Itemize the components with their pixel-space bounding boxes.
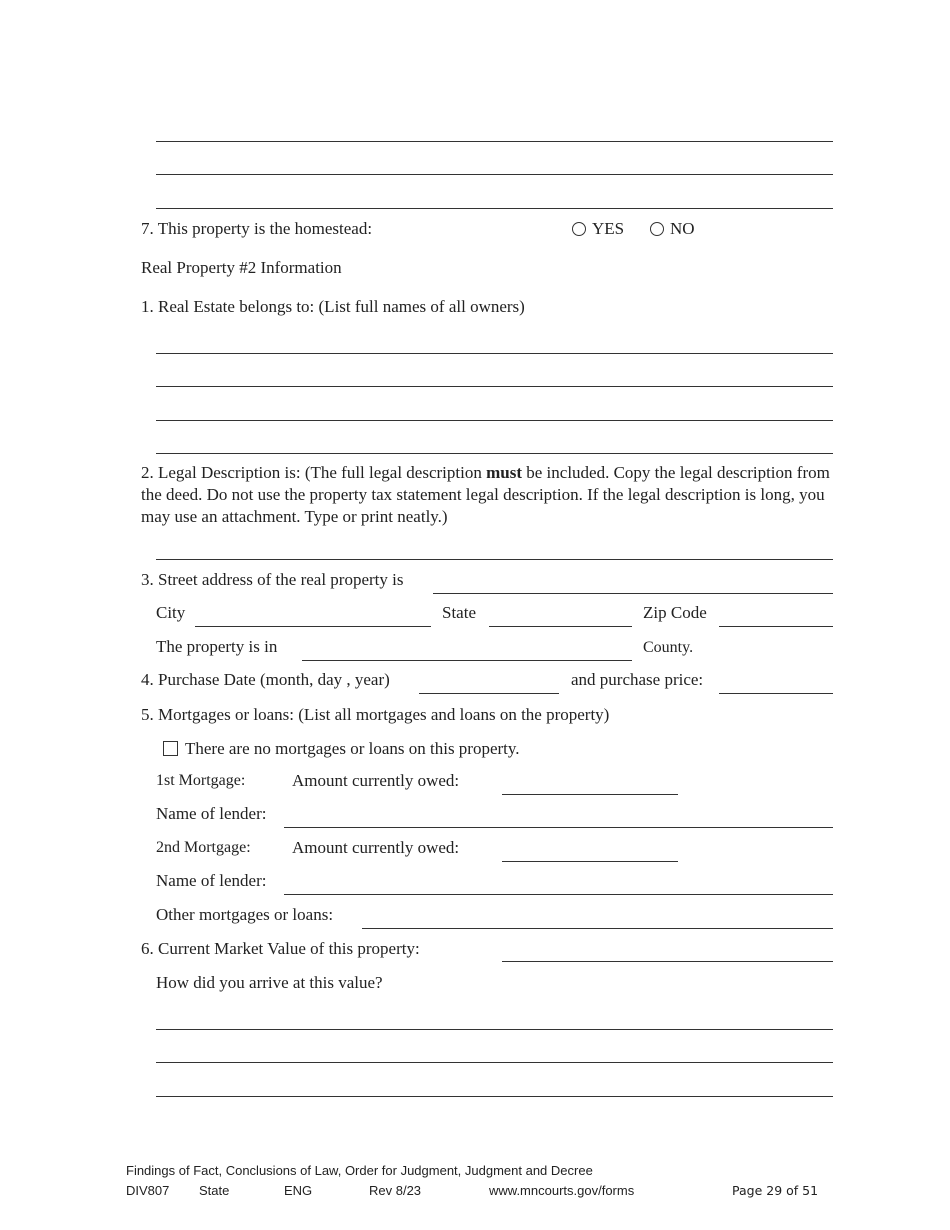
- footer-language: ENG: [284, 1183, 313, 1198]
- footer-revision: Rev 8/23: [369, 1183, 422, 1198]
- footer-form-number: DIV807: [126, 1183, 170, 1198]
- second-lender-field[interactable]: [284, 894, 833, 895]
- mortgages-label: 5. Mortgages or loans: (List all mortgages and loans on the property): [141, 705, 610, 724]
- property-in-label: The property is in: [156, 637, 278, 656]
- state-field[interactable]: [489, 626, 632, 627]
- value-method-line[interactable]: [156, 1062, 833, 1063]
- homestead-label: 7. This property is the homestead:: [141, 219, 373, 238]
- market-value-label: 6. Current Market Value of this property:: [141, 939, 420, 958]
- city-label: City: [156, 603, 186, 622]
- purchase-price-label: and purchase price:: [571, 670, 704, 689]
- other-mortgages-field[interactable]: [362, 928, 833, 929]
- zip-field[interactable]: [719, 626, 833, 627]
- purchase-date-field[interactable]: [419, 693, 559, 694]
- city-field[interactable]: [195, 626, 431, 627]
- second-mortgage-label: 2nd Mortgage:: [156, 839, 251, 856]
- homestead-yes-radio[interactable]: [572, 222, 586, 236]
- blank-line[interactable]: [156, 174, 833, 175]
- homestead-no-radio[interactable]: [650, 222, 664, 236]
- county-label: County.: [643, 639, 694, 656]
- value-method-line[interactable]: [156, 1029, 833, 1030]
- purchase-price-field[interactable]: [719, 693, 833, 694]
- owners-line[interactable]: [156, 420, 833, 421]
- market-value-field[interactable]: [502, 961, 833, 962]
- no-mortgages-checkbox[interactable]: [163, 741, 178, 756]
- owners-line[interactable]: [156, 386, 833, 387]
- other-mortgages-label: Other mortgages or loans:: [156, 905, 334, 924]
- first-owed-field[interactable]: [502, 794, 678, 795]
- second-lender-label: Name of lender:: [156, 871, 267, 890]
- footer-page-number: Page 29 of 51: [732, 1183, 819, 1198]
- blank-line[interactable]: [156, 208, 833, 209]
- street-address-label: 3. Street address of the real property is: [141, 570, 404, 589]
- state-label: State: [442, 603, 476, 622]
- first-owed-label: Amount currently owed:: [292, 771, 460, 790]
- section-title: Real Property #2 Information: [141, 258, 342, 277]
- second-owed-label: Amount currently owed:: [292, 838, 460, 857]
- street-address-field[interactable]: [433, 593, 833, 594]
- legal-description-line[interactable]: [156, 559, 833, 560]
- owners-line[interactable]: [156, 453, 833, 454]
- first-lender-field[interactable]: [284, 827, 833, 828]
- zip-label: Zip Code: [643, 603, 707, 622]
- value-method-line[interactable]: [156, 1096, 833, 1097]
- footer-url[interactable]: www.mncourts.gov/forms: [489, 1183, 635, 1198]
- owners-line[interactable]: [156, 353, 833, 354]
- first-mortgage-label: 1st Mortgage:: [156, 772, 246, 789]
- purchase-date-label: 4. Purchase Date (month, day , year): [141, 670, 390, 689]
- owners-label: 1. Real Estate belongs to: (List full names of all owners): [141, 297, 525, 316]
- legal-description-instructions: 2. Legal Description is: (The full legal description must be included. Copy the legal description from the deed. Do not use the property tax statement legal description. If the legal description is long, you may use an attachment. Type or print neatly.): [141, 463, 830, 526]
- homestead-yes-label: YES: [592, 219, 625, 238]
- value-method-label: How did you arrive at this value?: [156, 973, 383, 992]
- second-owed-field[interactable]: [502, 861, 678, 862]
- blank-line[interactable]: [156, 141, 833, 142]
- first-lender-label: Name of lender:: [156, 804, 267, 823]
- homestead-no-label: NO: [670, 219, 695, 238]
- footer-title: Findings of Fact, Conclusions of Law, Order for Judgment, Judgment and Decree: [126, 1163, 593, 1178]
- footer-state: State: [199, 1183, 230, 1198]
- no-mortgages-label: There are no mortgages or loans on this property.: [185, 739, 520, 758]
- county-field[interactable]: [302, 660, 632, 661]
